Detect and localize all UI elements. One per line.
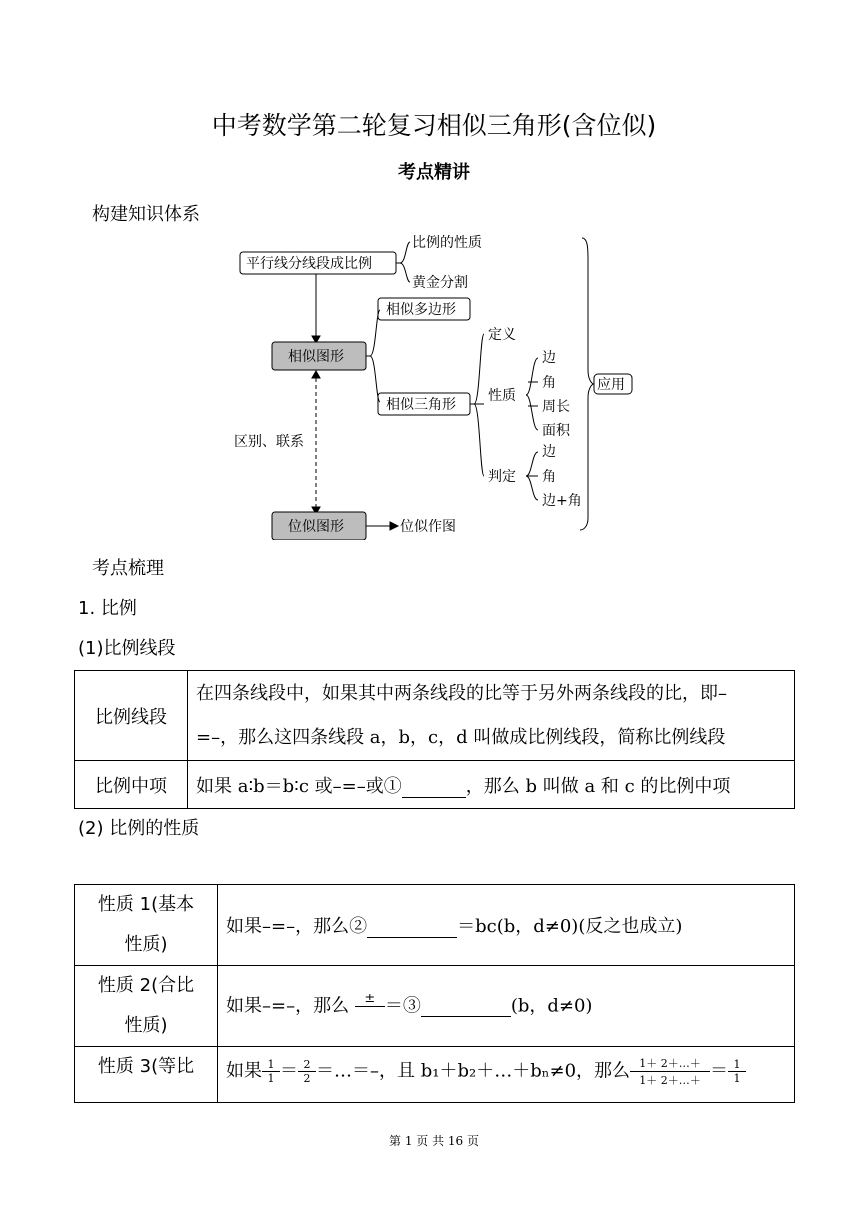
content-text: ，那么 b 叫做 a 和 c 的比例中项 <box>465 775 731 797</box>
label-judge: 判定 <box>488 469 516 485</box>
box-homothety: 位似图形 <box>288 519 344 535</box>
fraction-numerator: ± <box>355 991 385 1007</box>
section-heading-ratio: 1. 比例 <box>78 598 137 619</box>
section-heading-proportional-segments: (1)比例线段 <box>78 638 176 659</box>
label-homothety-drawing: 位似作图 <box>400 519 456 535</box>
table-row <box>75 966 795 1047</box>
table-key: 性质 2(合比 性质) <box>75 966 218 1047</box>
table-row <box>75 885 795 966</box>
section-heading-ratio-properties: (2) 比例的性质 <box>78 818 200 839</box>
label-difference-relation: 区别、联系 <box>234 434 304 450</box>
box-similar-triangles: 相似三角形 <box>386 397 456 413</box>
table-key: 性质 1(基本 性质) <box>75 885 218 966</box>
page-title: 中考数学第二轮复习相似三角形(含位似) <box>211 111 657 140</box>
label-area: 面积 <box>542 423 570 439</box>
answer-blank-1[interactable] <box>402 776 466 798</box>
answer-blank-2[interactable] <box>367 916 457 938</box>
box-similar-figures: 相似图形 <box>288 349 344 365</box>
label-property: 性质 <box>488 388 516 404</box>
label-golden-section: 黄金分割 <box>412 275 468 291</box>
table-content <box>218 966 795 1047</box>
content-text: ＝ <box>710 1060 729 1082</box>
box-parallel-lines: 平行线分线段成比例 <box>246 256 372 272</box>
page-footer: 第 1 页 共 16 页 <box>389 1134 479 1148</box>
label-definition: 定义 <box>488 327 516 343</box>
subtitle: 考点精讲 <box>398 162 470 183</box>
knowledge-diagram <box>220 230 640 540</box>
table-key: 比例线段 <box>75 671 188 761</box>
content-text: (b，d≠0) <box>510 995 593 1016</box>
box-similar-polygons: 相似多边形 <box>386 302 456 318</box>
table-content <box>188 761 795 809</box>
content-text: 如果–=–，那么 <box>226 995 350 1016</box>
content-text: ＝bc(b，d≠0)(反之也成立) <box>457 916 683 937</box>
answer-blank-3[interactable] <box>421 995 511 1017</box>
table-content <box>218 885 795 966</box>
section-heading-review: 考点梳理 <box>92 558 164 579</box>
table-row <box>75 671 795 761</box>
table-key: 性质 3(等比 <box>75 1047 218 1103</box>
content-line: 在四条线段中，如果其中两条线段的比等于另外两条线段的比，即– <box>196 682 727 704</box>
box-application: 应用 <box>597 377 625 393</box>
content-line: =–，那么这四条线段 a，b，c，d 叫做成比例线段，简称比例线段 <box>196 726 726 748</box>
table-row <box>75 761 795 809</box>
table-content <box>188 671 795 761</box>
label-angle: 角 <box>542 375 556 391</box>
table-content: 如果 $\frac{1}{1}$ ＝ $\frac{2}{2}$ ＝…＝–，且 b₁＋b₂＋…＋bₙ≠0，那么 $\frac{1+ 2+\dots+}{1+ 2+\dots+}$ ＝ $\frac{1}{1}$ <box>218 1047 795 1103</box>
content-text: ＝③ <box>384 995 421 1016</box>
label-judge-edge-angle: 边+角 <box>542 493 582 509</box>
content-text: 如果–=–，那么② <box>226 916 368 937</box>
label-ratio-property: 比例的性质 <box>412 235 482 251</box>
table-row <box>75 1047 795 1103</box>
label-perimeter: 周长 <box>542 399 570 415</box>
label-edge: 边 <box>542 350 556 366</box>
content-text: 如果 <box>226 1060 262 1082</box>
table-key: 比例中项 <box>75 761 188 809</box>
ratio-properties-table <box>74 884 795 1103</box>
content-text: ＝…＝–，且 b₁＋b₂＋…＋bₙ≠0，那么 <box>316 1060 631 1082</box>
label-judge-edge: 边 <box>542 444 556 460</box>
proportional-segments-table <box>74 670 795 809</box>
content-text: 如果 a∶b＝b∶c 或–=–或① <box>196 775 402 797</box>
section-heading-knowledge: 构建知识体系 <box>92 204 200 225</box>
label-judge-angle: 角 <box>542 469 556 485</box>
